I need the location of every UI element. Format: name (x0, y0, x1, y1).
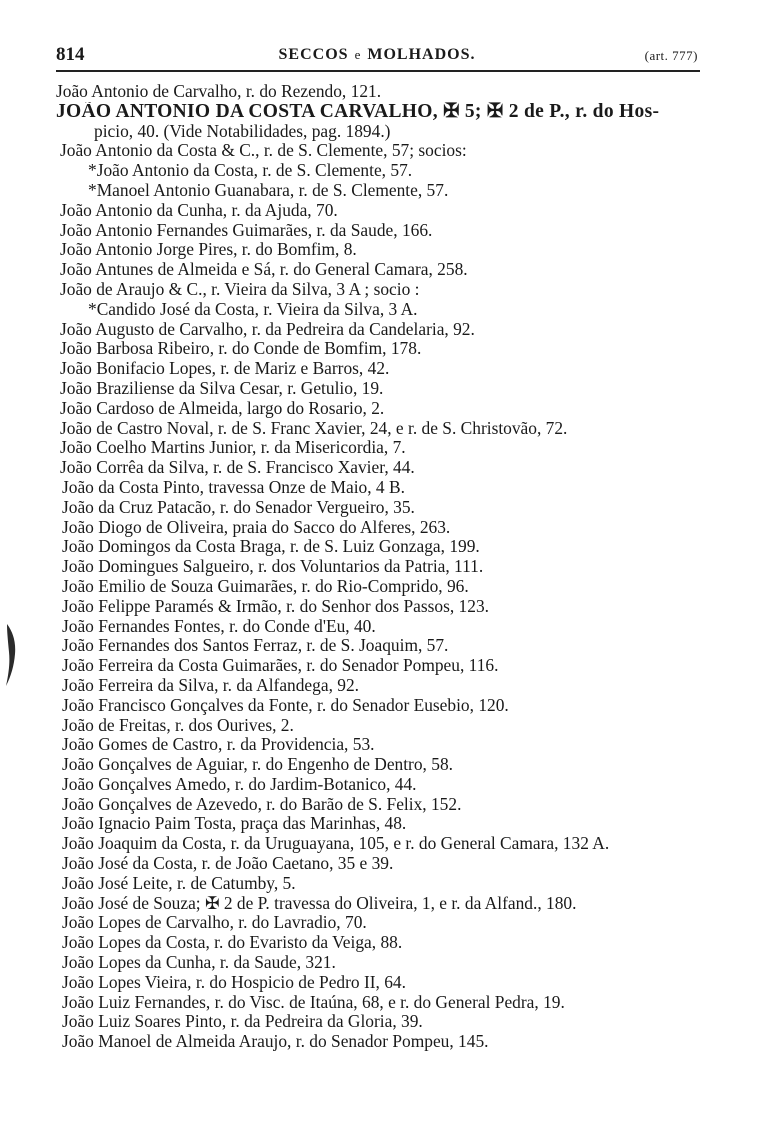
running-title (56, 46, 698, 64)
list-item: João Braziliense da Silva Cesar, r. Getulio, 19. (60, 378, 384, 398)
list-item: João Diogo de Oliveira, praia do Sacco do Alferes, 263. (62, 517, 451, 537)
list-item: João Gonçalves Amedo, r. do Jardim-Botanico, 44. (62, 774, 417, 794)
list-item: João Coelho Martins Junior, r. da Misericordia, 7. (60, 438, 406, 458)
list-item: João Corrêa da Silva, r. de S. Francisco Xavier, 44. (60, 458, 415, 478)
list-item: João Luiz Fernandes, r. do Visc. de Itaúna, 68, e r. do General Pedra, 19. (62, 992, 565, 1012)
list-item: João Cardoso de Almeida, largo do Rosario, 2. (60, 398, 385, 418)
list-item: João Domingos da Costa Braga, r. de S. Luiz Gonzaga, 199. (62, 537, 480, 557)
list-item: João da Costa Pinto, travessa Onze de Maio, 4 B. (62, 477, 405, 497)
title-left: SECCOS (278, 46, 349, 63)
list-item: João Felippe Paramés & Irmão, r. do Senhor dos Passos, 123. (62, 596, 489, 616)
title-right: MOLHADOS. (367, 46, 476, 63)
list-item: João Lopes Vieira, r. do Hospicio de Pedro II, 64. (62, 972, 406, 992)
list-item-partner: *Manoel Antonio Guanabara, r. de S. Clemente, 57. (88, 180, 449, 200)
list-item: João Ferreira da Costa Guimarães, r. do Senador Pompeu, 116. (62, 656, 499, 676)
list-item: João José de Souza; ✠ 2 de P. travessa do Oliveira, 1, e r. da Alfand., 180. (62, 893, 577, 913)
page-header (56, 38, 698, 68)
list-item: João Fernandes Fontes, r. do Conde d'Eu, 40. (62, 616, 376, 636)
list-item: João Augusto de Carvalho, r. da Pedreira da Candelaria, 92. (60, 319, 475, 339)
list-item: João Antonio da Costa & C., r. de S. Clemente, 57; socios: (60, 141, 467, 161)
list-item: João Gonçalves de Aguiar, r. do Engenho de Dentro, 58. (62, 755, 453, 775)
list-item: João Antonio da Cunha, r. da Ajuda, 70. (60, 200, 338, 220)
list-item: João Fernandes dos Santos Ferraz, r. de S. Joaquim, 57. (62, 636, 449, 656)
list-item-partner: *Candido José da Costa, r. Vieira da Silva, 3 A. (88, 299, 418, 319)
list-item: João Antunes de Almeida e Sá, r. do General Camara, 258. (60, 260, 468, 280)
entry-list (0, 82, 768, 1052)
binding-edge-mark (4, 622, 18, 688)
list-item: João Francisco Gonçalves da Fonte, r. do Senador Eusebio, 120. (62, 695, 509, 715)
list-item: João Lopes da Cunha, r. da Saude, 321. (62, 953, 336, 973)
header-rule (56, 70, 700, 72)
list-item: João de Freitas, r. dos Ourives, 2. (62, 715, 294, 735)
list-item: João Antonio Jorge Pires, r. do Bomfim, 8. (60, 240, 357, 260)
list-item: João Barbosa Ribeiro, r. do Conde de Bomfim, 178. (60, 339, 422, 359)
list-item: João José da Costa, r. de João Caetano, 35 e 39. (62, 854, 394, 874)
list-item: João Joaquim da Costa, r. da Uruguayana, 105, e r. do General Camara, 132 A. (62, 834, 610, 854)
list-item-continuation: picio, 40. (Vide Notabilidades, pag. 1894.) (94, 121, 391, 141)
list-item-featured: JOÃO ANTONIO DA COSTA CARVALHO, ✠ 5; ✠ 2 de P., r. do Hos- (56, 101, 660, 122)
list-item: João de Castro Noval, r. de S. Franc Xavier, 24, e r. de S. Christovão, 72. (60, 418, 568, 438)
list-item: João Antonio Fernandes Guimarães, r. da Saude, 166. (60, 220, 433, 240)
list-item: João Luiz Soares Pinto, r. da Pedreira da Gloria, 39. (62, 1012, 423, 1032)
list-item: João Manoel de Almeida Araujo, r. do Senador Pompeu, 145. (62, 1032, 489, 1052)
page-number: 814 (56, 44, 85, 65)
list-item: João Bonifacio Lopes, r. de Mariz e Barros, 42. (60, 359, 390, 379)
list-item: João Ferreira da Silva, r. da Alfandega, 92. (62, 675, 359, 695)
list-item: João Gomes de Castro, r. da Providencia, 53. (62, 735, 375, 755)
list-item: João de Araujo & C., r. Vieira da Silva, 3 A ; socio : (60, 279, 420, 299)
list-item: João Gonçalves de Azevedo, r. do Barão de S. Felix, 152. (62, 794, 462, 814)
list-item-partner: *João Antonio da Costa, r. de S. Clemente, 57. (88, 161, 413, 181)
list-item: João Lopes da Costa, r. do Evaristo da Veiga, 88. (62, 933, 403, 953)
list-item: João Ignacio Paim Tosta, praça das Marinhas, 48. (62, 814, 407, 834)
title-ampersand: e (354, 47, 362, 62)
list-item: João José Leite, r. de Catumby, 5. (62, 873, 296, 893)
list-item: João Emilio de Souza Guimarães, r. do Rio-Comprido, 96. (62, 576, 469, 596)
list-item: João Lopes de Carvalho, r. do Lavradio, 70. (62, 913, 367, 933)
article-reference: (art. 777) (644, 48, 698, 63)
list-item: João da Cruz Patacão, r. do Senador Vergueiro, 35. (62, 497, 415, 517)
list-item: João Domingues Salgueiro, r. dos Voluntarios da Patria, 111. (62, 557, 484, 577)
list-item: João Antonio de Carvalho, r. do Rezendo, 121. (56, 82, 382, 101)
